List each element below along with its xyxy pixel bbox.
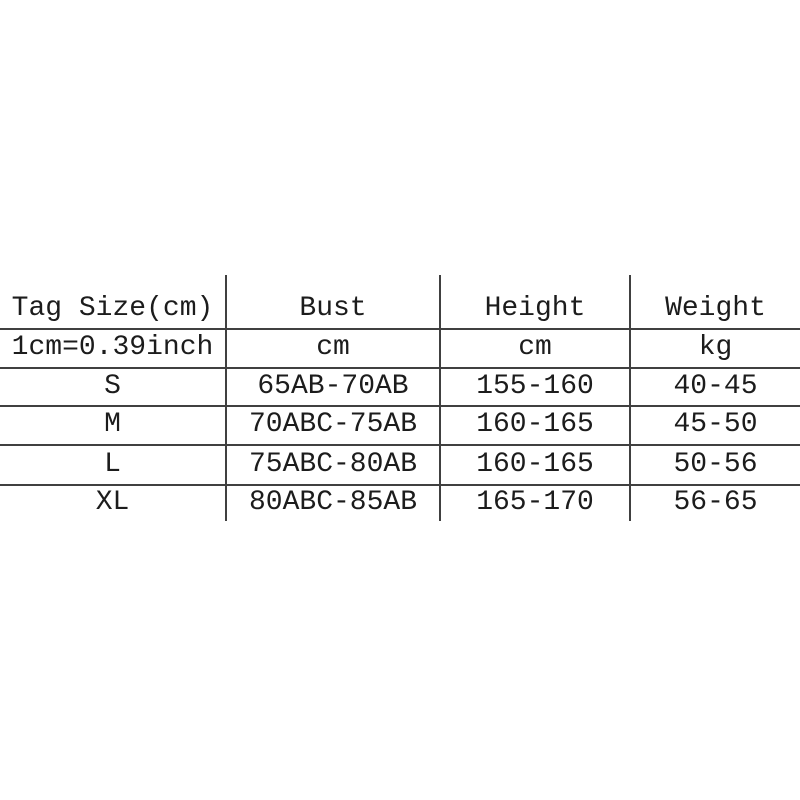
col-header-height: Height [440, 275, 630, 329]
header-row [0, 275, 800, 329]
unit-bust: cm [226, 329, 440, 368]
col-header-bust: Bust [226, 275, 440, 329]
unit-weight: kg [630, 329, 800, 368]
cell-weight: 40-45 [630, 368, 800, 406]
unit-row [0, 329, 800, 368]
size-chart-table [0, 275, 800, 521]
table-row-xl [0, 485, 800, 521]
cell-weight: 56-65 [673, 487, 758, 519]
cell-tag-size: S [0, 368, 226, 406]
cell-tag-size: XL [0, 485, 226, 521]
cell-bust: 75ABC-80AB [226, 445, 440, 485]
cell-height: 160-165 [440, 445, 630, 485]
cell-bust: 80ABC-85AB [226, 485, 440, 521]
cell-height: 155-160 [440, 368, 630, 406]
cell-bust: 65AB-70AB [226, 368, 440, 406]
cell-weight: 45-50 [630, 406, 800, 445]
table-row-s [0, 368, 800, 406]
cell-weight: 50-56 [630, 445, 800, 485]
col-header-tag-size: Tag Size(cm) [0, 275, 226, 329]
cell-tag-size: M [0, 406, 226, 445]
cell-height: 165-170 [440, 485, 630, 521]
cell-bust: 70ABC-75AB [226, 406, 440, 445]
col-header-weight: Weight [630, 275, 800, 329]
table-row-l [0, 445, 800, 485]
table-row-m [0, 406, 800, 445]
unit-height: cm [440, 329, 630, 368]
cell-tag-size: L [0, 445, 226, 485]
cell-height: 160-165 [440, 406, 630, 445]
conversion-note: 1cm=0.39inch [0, 329, 226, 368]
